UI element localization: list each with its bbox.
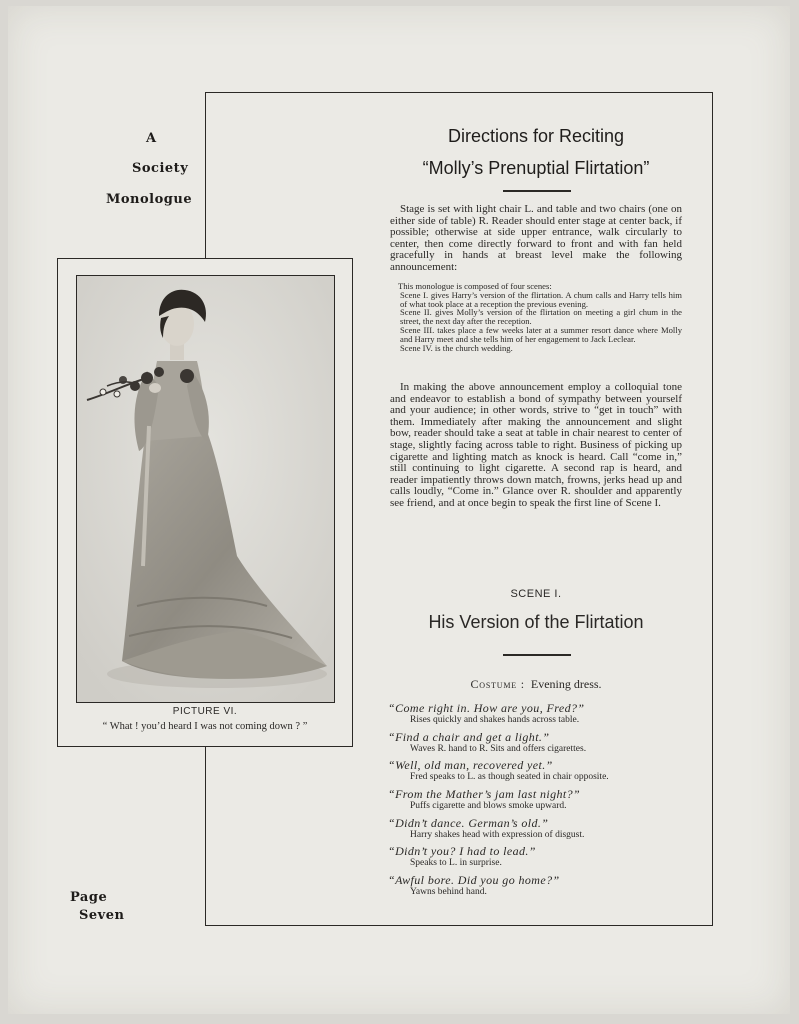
costume-line: [390, 677, 682, 692]
stage-direction: Waves R. hand to R. Sits and offers cigarettes.: [410, 743, 587, 754]
title-rule: [503, 190, 571, 192]
stage-direction: Fred speaks to L. as though seated in chair opposite.: [410, 772, 609, 783]
dialogue-line: “Come right in. How are you, Fred?”: [388, 701, 585, 715]
main-paragraph: In making the above announcement employ a colloquial tone and endeavor to establish a bond of sympathy between yourself and your audience; in other words, strive to “get in touch” with them. Immediately after making the announcement and slight bow, reader should take a seat at table in chair nearest to center of stage, slightly facing across table to right. Business of picking up cigarette and lighting match as knock is heard. Call “come in,” still continuing to light cigarette. A second rap is heard, and reader impatiently throws down match, frowns, jerks head up and calls loudly, “Come in.” Glance over R. shoulder and apparently see friend, and at once begin to speak the first line of Scene I.: [390, 381, 682, 509]
margin-heading-society: Society: [132, 161, 189, 176]
scene-rule: [503, 654, 571, 656]
page-label-seven: Seven: [79, 908, 125, 923]
page-label-page: Page: [70, 890, 108, 905]
dialogue-line: “Well, old man, recovered yet.”: [388, 758, 553, 773]
announcement-item: Scene I. gives Harry’s version of the flirtation. A chum calls and Harry tells him of what took place at a reception the previous evening.: [400, 289, 682, 309]
photograph: [76, 275, 335, 703]
woman-figure-illustration: [77, 276, 334, 702]
dialogue-list: [388, 702, 688, 903]
title-line-2: “Molly’s Prenuptial Flirtation”: [422, 158, 650, 178]
costume-value: Evening dress.: [530, 677, 602, 691]
announcement-item: Scene II. gives Molly’s version of the flirtation on meeting a girl chum in the street, the next day after the reception.: [400, 307, 682, 327]
scene-title: His Version of the Flirtation: [428, 612, 644, 632]
announcement-item: Scene III. takes place a few weeks later at a summer resort dance where Molly and Harry meet and she tells him of her engagement to Jack Leclear.: [400, 324, 682, 344]
stage-direction: Puffs cigarette and blows smoke upward.: [410, 801, 567, 812]
margin-heading-a: A: [146, 131, 157, 146]
dialogue-line: “From the Mather’s jam last night?”: [388, 787, 581, 802]
title-line-1: Directions for Reciting: [447, 126, 625, 146]
stage-direction: Rises quickly and shakes hands across table.: [410, 715, 580, 725]
announcement-item: Scene IV. is the church wedding.: [400, 342, 513, 353]
stage-direction: Harry shakes head with expression of disgust.: [410, 829, 585, 840]
dialogue-line: “Didn’t you? I had to lead.”: [388, 844, 536, 859]
stage-direction: Yawns behind hand.: [410, 887, 487, 898]
dialogue-line: “Find a chair and get a light.”: [388, 729, 550, 744]
announcement-heading: This monologue is composed of four scenes:: [398, 281, 552, 291]
dialogue-line: “Awful bore. Did you go home?”: [388, 873, 560, 888]
scene-label: SCENE I.: [510, 588, 562, 600]
costume-label: Costume :: [470, 677, 525, 691]
dialogue-line: “Didn’t dance. German’s old.”: [388, 815, 549, 830]
stage-direction: Speaks to L. in surprise.: [410, 858, 502, 869]
intro-paragraph: Stage is set with light chair L. and table and two chairs (one on either side of table) R. Reader should enter stage at center back, if possible; otherwise at side upper entrance, walk circularly to center, then come directly forward to front and with fan held gracefully in hands at breast level make the following announcement:: [390, 203, 682, 273]
picture-label: PICTURE VI.: [172, 706, 238, 717]
margin-heading-monologue: Monologue: [106, 192, 193, 207]
announcement: [400, 282, 682, 352]
picture-box: [57, 258, 353, 747]
picture-caption: “ What ! you’d heard I was not coming down ? ”: [102, 721, 308, 732]
